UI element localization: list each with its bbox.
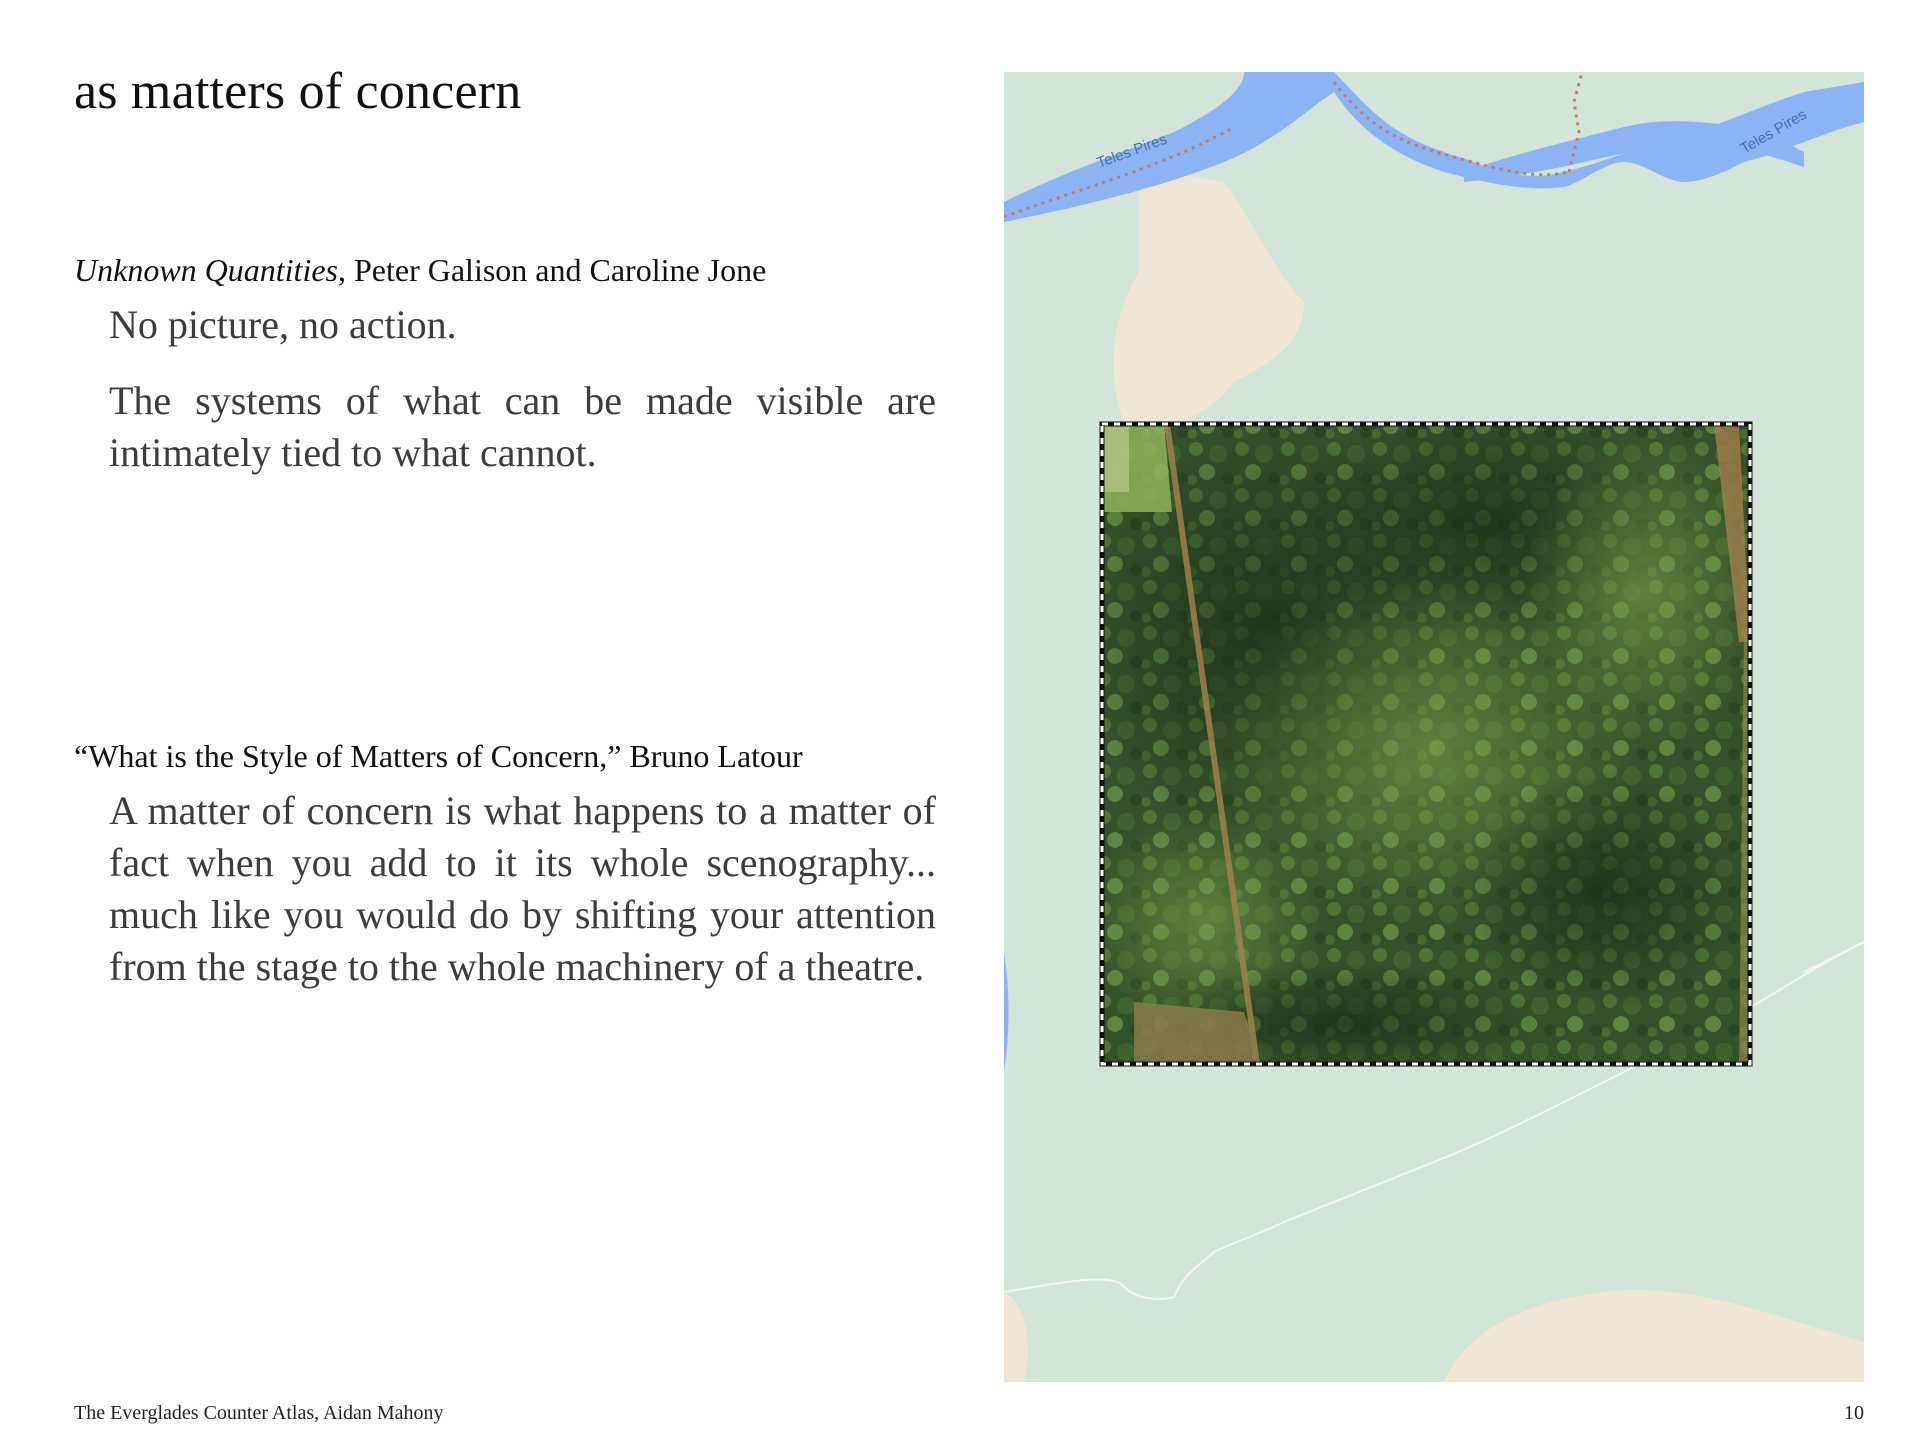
quote-body <box>109 299 936 479</box>
citation-title: Unknown Quantities <box>74 252 338 288</box>
quote-paragraph: The systems of what can be made visible are intimately tied to what cannot. <box>109 378 936 475</box>
citation-authors: , Peter Galison and Caroline Jone <box>337 252 767 288</box>
quote-block-latour <box>74 738 936 1017</box>
road <box>1804 942 1864 972</box>
sand-patch <box>1004 1292 1028 1382</box>
sand-patch <box>1113 172 1304 426</box>
page-number: 10 <box>1844 1402 1864 1424</box>
quote-body <box>109 785 936 993</box>
quote-paragraph: No picture, no action. <box>109 302 457 347</box>
quote-paragraph: A matter of concern is what happens to a matter of fact when you add to it its whole scenography... much like you would do by shifting your attention from the stage to the whole machinery of a theatre. <box>109 788 936 989</box>
satellite-map <box>1004 72 1864 1382</box>
river-label: Teles Pires <box>1737 106 1810 158</box>
quote-citation: “What is the Style of Matters of Concern,” Bruno Latour <box>74 738 803 774</box>
satellite-tile <box>1074 402 1764 1082</box>
sand-patch <box>1444 1290 1864 1382</box>
quote-citation <box>74 252 936 289</box>
map-svg <box>1004 72 1864 1382</box>
page-title: as matters of concern <box>74 63 522 120</box>
water-edge <box>1004 952 1009 1072</box>
footer-credit: The Everglades Counter Atlas, Aidan Mahony <box>74 1402 444 1424</box>
quote-block-galison <box>74 252 936 503</box>
river-label: Teles Pires <box>1094 130 1170 172</box>
